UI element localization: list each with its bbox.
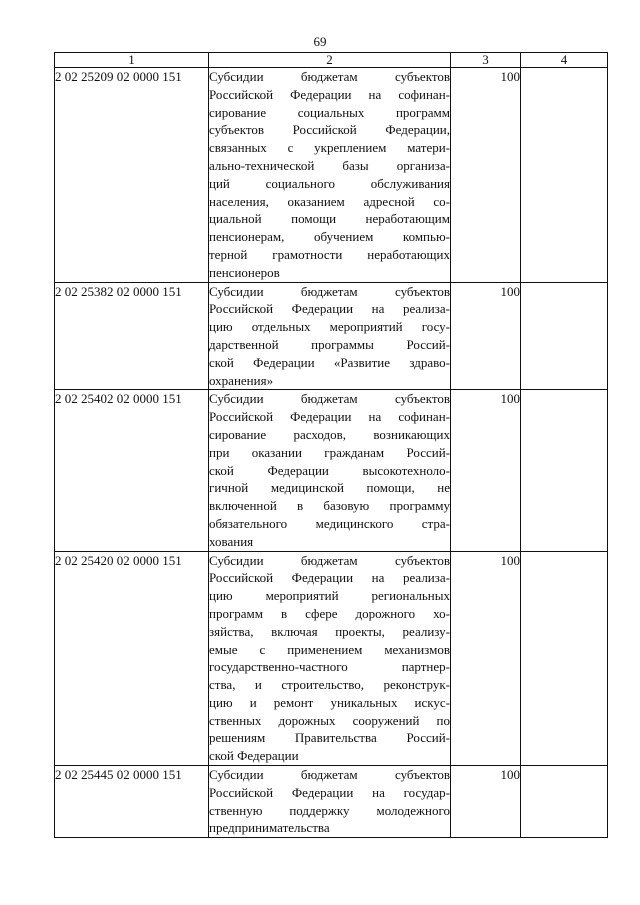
revenue-name-line: ственных дорожных сооружений по — [209, 712, 450, 728]
classification-code: 2 02 25402 02 0000 151 — [55, 390, 209, 551]
revenue-name — [209, 766, 451, 838]
revenue-name-line: включенной в базовую программу — [209, 498, 450, 514]
revenue-name-line: Российской Федерации на реализа- — [209, 301, 450, 317]
revenue-name — [209, 282, 451, 390]
table-row — [55, 390, 608, 551]
revenue-name-line: ственную поддержку молодежного — [209, 802, 450, 818]
revenue-name-line: Российской Федерации на софинан- — [209, 86, 450, 102]
revenue-name-line: ства, и строительство, реконструк- — [209, 677, 450, 693]
revenue-name-line: Субсидии бюджетам субъектов — [209, 767, 450, 783]
table-row — [55, 766, 608, 838]
column-header-4: 4 — [521, 53, 608, 68]
revenue-name — [209, 390, 451, 551]
table-body — [55, 68, 608, 838]
revenue-name-line: пенсионеров — [209, 264, 280, 280]
revenue-name-line: дарственной программы Россий- — [209, 336, 450, 352]
revenue-name-line: пенсионерам, обучением компью- — [209, 229, 450, 245]
standard-value: 100 — [451, 68, 521, 283]
revenue-name-line: циальной помощи неработающим — [209, 211, 450, 227]
revenue-name-line: при оказании гражданам Россий- — [209, 444, 450, 460]
revenue-name-line: Российской Федерации на реализа- — [209, 570, 450, 586]
revenue-name-line: цию мероприятий региональных — [209, 588, 450, 604]
revenue-name-line: сирование социальных программ — [209, 104, 450, 120]
standard-value: 100 — [451, 390, 521, 551]
page-number: 69 — [313, 34, 327, 49]
revenue-name — [209, 68, 451, 283]
classification-code: 2 02 25445 02 0000 151 — [55, 766, 209, 838]
revenue-name-line: ций социального обслуживания — [209, 175, 450, 191]
revenue-name-line: ально-технической базы организа- — [209, 157, 450, 173]
classification-code: 2 02 25382 02 0000 151 — [55, 282, 209, 390]
table-row — [55, 551, 608, 766]
revenue-name-line: сирование расходов, возникающих — [209, 426, 450, 442]
column-header-3: 3 — [451, 53, 521, 68]
revenue-name-line: ской Федерации высокотехноло- — [209, 462, 450, 478]
revenue-name-line: емые с применением механизмов — [209, 641, 450, 657]
revenue-name-line: предпринимательства — [209, 820, 330, 836]
budget-table — [54, 52, 608, 838]
column-4-cell — [521, 390, 608, 551]
column-header-1: 1 — [55, 53, 209, 68]
classification-code: 2 02 25420 02 0000 151 — [55, 551, 209, 766]
table-row — [55, 68, 608, 283]
revenue-name-line: решениям Правительства Россий- — [209, 730, 450, 746]
revenue-name-line: ской Федерации — [209, 748, 299, 764]
revenue-name-line: ской Федерации «Развитие здраво- — [209, 354, 450, 370]
revenue-name-line: населения, оказанием адресной со- — [209, 193, 450, 209]
revenue-name-line: обязательного медицинского стра- — [209, 515, 450, 531]
revenue-name-line: Субсидии бюджетам субъектов — [209, 69, 450, 84]
revenue-name-line: зяйства, включая проекты, реализу- — [209, 623, 450, 639]
revenue-name-line: программ в сфере дорожного хо- — [209, 605, 450, 621]
revenue-name-line: цию отдельных мероприятий госу- — [209, 319, 450, 335]
revenue-name-line: терной грамотности неработающих — [209, 246, 450, 262]
table-header-row — [55, 53, 608, 68]
revenue-name-line: Субсидии бюджетам субъектов — [209, 283, 450, 299]
revenue-name-line: государственно-частного партнер- — [209, 659, 450, 675]
revenue-name-line: Российской Федерации на государ- — [209, 784, 450, 800]
column-4-cell — [521, 282, 608, 390]
revenue-name-line: хования — [209, 533, 254, 549]
standard-value: 100 — [451, 282, 521, 390]
column-header-2: 2 — [209, 53, 451, 68]
revenue-name-line: Субсидии бюджетам субъектов — [209, 552, 450, 568]
revenue-name-line: субъектов Российской Федерации, — [209, 122, 450, 138]
revenue-name-line: Российской Федерации на софинан- — [209, 409, 450, 425]
revenue-name-line: связанных с укреплением матери- — [209, 140, 450, 156]
table-row — [55, 282, 608, 390]
revenue-name-line: охранения» — [209, 372, 274, 388]
standard-value: 100 — [451, 551, 521, 766]
revenue-name-line: гичной медицинской помощи, не — [209, 480, 450, 496]
revenue-name — [209, 551, 451, 766]
classification-code: 2 02 25209 02 0000 151 — [55, 68, 209, 283]
column-4-cell — [521, 551, 608, 766]
revenue-name-line: Субсидии бюджетам субъектов — [209, 391, 450, 407]
column-4-cell — [521, 766, 608, 838]
standard-value: 100 — [451, 766, 521, 838]
revenue-name-line: цию и ремонт уникальных искус- — [209, 694, 450, 710]
column-4-cell — [521, 68, 608, 283]
